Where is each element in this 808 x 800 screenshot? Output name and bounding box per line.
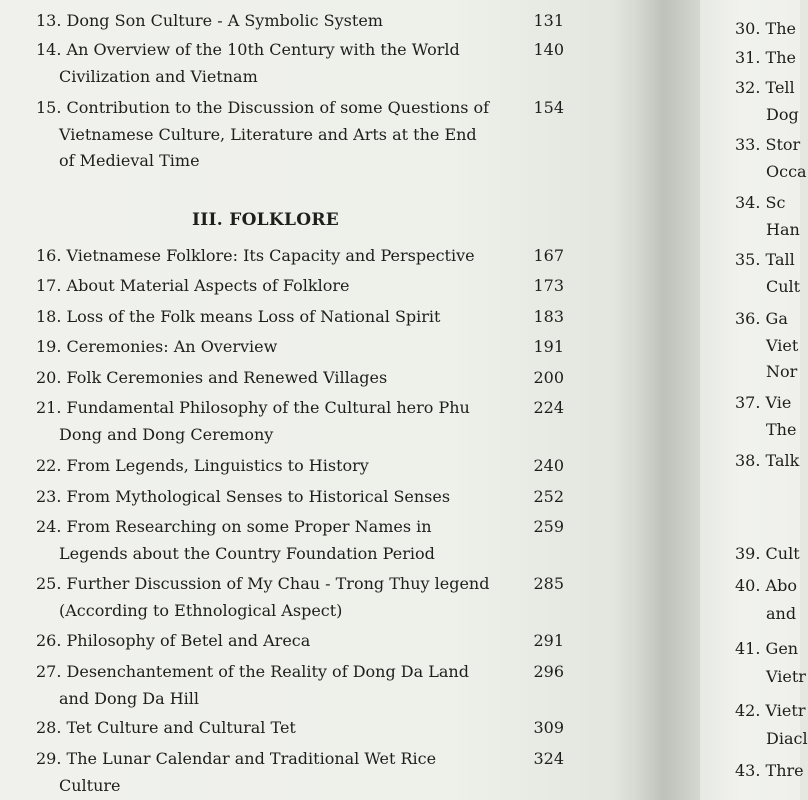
toc-entry-title: 17. About Material Aspects of Folklore bbox=[36, 276, 350, 295]
toc-entry-13 bbox=[36, 8, 556, 35]
toc-page-number: 131 bbox=[533, 11, 564, 30]
toc-entry-title-cont: (According to Ethnological Aspect) bbox=[59, 600, 343, 620]
toc-entry-title-cont: Occa bbox=[766, 162, 807, 181]
toc-page-number: 173 bbox=[533, 276, 564, 295]
toc-entry-title-cont: The bbox=[766, 420, 797, 439]
toc-entry-23 bbox=[36, 484, 556, 511]
toc-page-number: 224 bbox=[533, 398, 564, 417]
toc-entry-41: 41. Gen bbox=[735, 639, 799, 658]
toc-page-number: 183 bbox=[533, 307, 564, 326]
toc-page-number: 191 bbox=[533, 337, 564, 356]
toc-entry-35: 35. Tall bbox=[735, 250, 795, 269]
toc-entry-title: 23. From Mythological Senses to Historical Senses bbox=[36, 487, 451, 506]
toc-entry-17 bbox=[36, 273, 556, 300]
toc-page-number: 291 bbox=[533, 631, 564, 650]
toc-entry-title: 19. Ceremonies: An Overview bbox=[36, 337, 278, 356]
toc-entry-title-cont: Vietnamese Culture, Literature and Arts at the End bbox=[59, 124, 477, 144]
toc-page-number: 324 bbox=[533, 749, 564, 768]
toc-entry-title: 15. Contribution to the Discussion of some Questions of bbox=[36, 98, 490, 117]
toc-page-number: 167 bbox=[533, 246, 564, 265]
toc-entry-title: 26. Philosophy of Betel and Areca bbox=[36, 631, 311, 650]
toc-entry-title-cont: Vietr bbox=[766, 667, 806, 686]
toc-entry-43: 43. Thre bbox=[735, 761, 804, 780]
toc-entry-18 bbox=[36, 304, 556, 331]
toc-page-number: 200 bbox=[533, 368, 564, 387]
toc-entry-title: 25. Further Discussion of My Chau - Trong Thuy legend bbox=[36, 574, 490, 593]
toc-entry-21 bbox=[36, 395, 556, 448]
toc-entry-30: 30. The bbox=[735, 19, 796, 38]
toc-entry-14 bbox=[36, 37, 556, 90]
toc-entry-title-cont: of Medieval Time bbox=[59, 151, 200, 170]
toc-entry-title: 16. Vietnamese Folklore: Its Capacity and Perspective bbox=[36, 246, 475, 265]
toc-page-number: 296 bbox=[533, 662, 564, 681]
right-page bbox=[700, 0, 808, 800]
toc-entry-title-cont: Nor bbox=[766, 362, 798, 381]
toc-entry-16 bbox=[36, 243, 556, 270]
toc-entry-title-cont: Viet bbox=[766, 336, 799, 355]
toc-entry-28 bbox=[36, 715, 556, 742]
toc-entry-title: 22. From Legends, Linguistics to History bbox=[36, 456, 369, 475]
toc-entry-31: 31. The bbox=[735, 48, 796, 67]
toc-entry-title: 13. Dong Son Culture - A Symbolic System bbox=[36, 11, 383, 30]
toc-entry-19 bbox=[36, 334, 556, 361]
toc-page-number: 309 bbox=[533, 718, 564, 737]
toc-entry-title: 24. From Researching on some Proper Names in bbox=[36, 517, 432, 536]
toc-page-number: 259 bbox=[533, 517, 564, 536]
toc-entry-20 bbox=[36, 365, 556, 392]
toc-entry-22 bbox=[36, 453, 556, 480]
toc-entry-39: 39. Cult bbox=[735, 544, 800, 563]
toc-entry-title-cont: Civilization and Vietnam bbox=[59, 66, 258, 86]
toc-entry-40: 40. Abo bbox=[735, 576, 797, 595]
toc-page-number: 285 bbox=[533, 574, 564, 593]
toc-entry-title-cont: Han bbox=[766, 220, 800, 239]
toc-entry-25 bbox=[36, 571, 556, 624]
toc-entry-42: 42. Vietr bbox=[735, 701, 806, 720]
toc-entry-title: 20. Folk Ceremonies and Renewed Villages bbox=[36, 368, 388, 387]
toc-entry-title-cont: Diacl bbox=[766, 729, 808, 748]
toc-entry-26 bbox=[36, 628, 556, 655]
toc-entry-title-cont: Dong and Dong Ceremony bbox=[59, 424, 274, 444]
toc-entry-29 bbox=[36, 746, 556, 799]
toc-entry-37: 37. Vie bbox=[735, 393, 792, 412]
toc-entry-title-cont: Cult bbox=[766, 277, 801, 296]
toc-page-number: 252 bbox=[533, 487, 564, 506]
toc-entry-title-cont: and Dong Da Hill bbox=[59, 688, 200, 708]
toc-entry-title-cont: and bbox=[766, 604, 797, 623]
toc-entry-title-cont: Legends about the Country Foundation Period bbox=[59, 543, 435, 563]
toc-entry-34: 34. Sc bbox=[735, 193, 786, 212]
toc-entry-title: 27. Desenchantement of the Reality of Dong Da Land bbox=[36, 662, 469, 681]
section-heading: III. FOLKLORE bbox=[192, 210, 340, 230]
toc-page-number: 154 bbox=[533, 98, 564, 117]
toc-entry-title-cont: Culture bbox=[59, 775, 121, 795]
toc-entry-15 bbox=[36, 95, 556, 175]
toc-page-number: 140 bbox=[533, 40, 564, 59]
toc-entry-24 bbox=[36, 514, 556, 567]
toc-entry-title: 28. Tet Culture and Cultural Tet bbox=[36, 718, 296, 737]
toc-page-number: 240 bbox=[533, 456, 564, 475]
toc-entry-title: 18. Loss of the Folk means Loss of National Spirit bbox=[36, 307, 441, 326]
toc-entry-36: 36. Ga bbox=[735, 309, 788, 328]
toc-entry-title: 21. Fundamental Philosophy of the Cultural hero Phu bbox=[36, 398, 470, 417]
toc-entry-33: 33. Stor bbox=[735, 135, 801, 154]
toc-entry-title: 14. An Overview of the 10th Century with the World bbox=[36, 40, 460, 59]
toc-entry-38: 38. Talk bbox=[735, 451, 800, 470]
toc-entry-32: 32. Tell bbox=[735, 78, 795, 97]
toc-entry-27 bbox=[36, 659, 556, 712]
toc-entry-title-cont: Dog bbox=[766, 105, 799, 124]
toc-entry-title: 29. The Lunar Calendar and Traditional Wet Rice bbox=[36, 749, 437, 768]
